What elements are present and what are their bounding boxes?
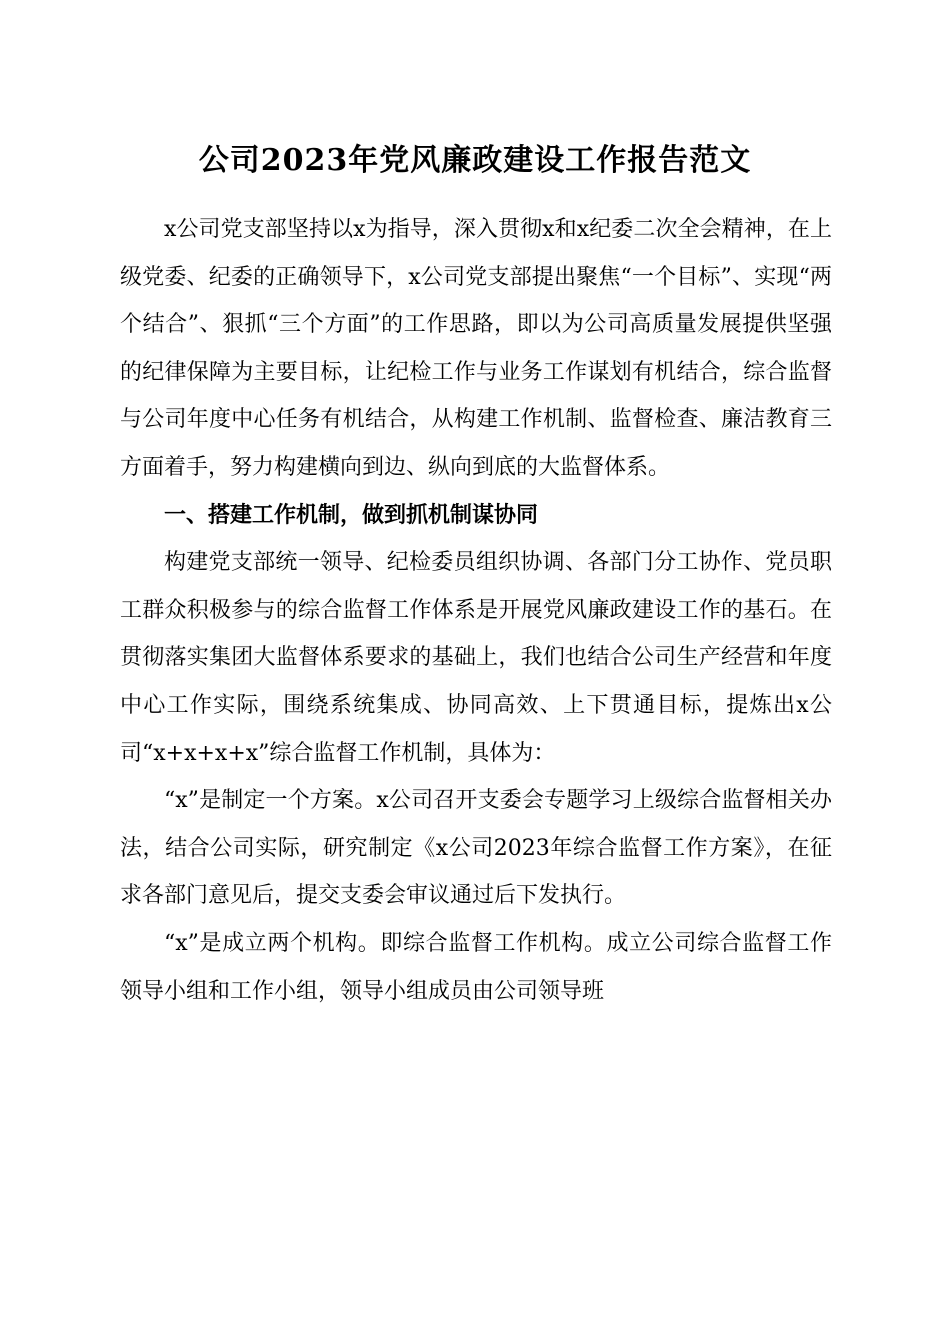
section-heading: 一、搭建工作机制，做到抓机制谋协同 — [164, 502, 539, 528]
paragraph-organization: “x”是成立两个机构。即综合监督工作机构。成立公司综合监督工作领导小组和工作小组，领导小组成员由公司领导班 — [120, 930, 832, 1004]
document-body — [120, 206, 832, 1015]
paragraph-plan: “x”是制定一个方案。x公司召开支委会专题学习上级综合监督相关办法，结合公司实际，研究制定《x公司2023年综合监督工作方案》，在征求各部门意见后，提交支委会审议通过后下发执行。 — [120, 788, 832, 909]
paragraph-mechanism: 构建党支部统一领导、纪检委员组织协调、各部门分工协作、党员职工群众积极参与的综合监督工作体系是开展党风廉政建设工作的基石。在贯彻落实集团大监督体系要求的基础上，我们也结合公司生产经营和年度中心工作实际，围绕系统集成、协同高效、上下贯通目标，提炼出x公司“x+x+x+x”综合监督工作机制，具体为： — [120, 550, 832, 766]
paragraph-intro: x公司党支部坚持以x为指导，深入贯彻x和x纪委二次全会精神，在上级党委、纪委的正确领导下，x公司党支部提出聚焦“一个目标”、实现“两个结合”、狠抓“三个方面”的工作思路，即以为公司高质量发展提供坚强的纪律保障为主要目标，让纪检工作与业务工作谋划有机结合，综合监督与公司年度中心任务有机结合，从构建工作机制、监督检查、廉洁教育三方面着手，努力构建横向到边、纵向到底的大监督体系。 — [120, 217, 832, 480]
document-title: 公司2023年党风廉政建设工作报告范文 — [198, 143, 752, 178]
